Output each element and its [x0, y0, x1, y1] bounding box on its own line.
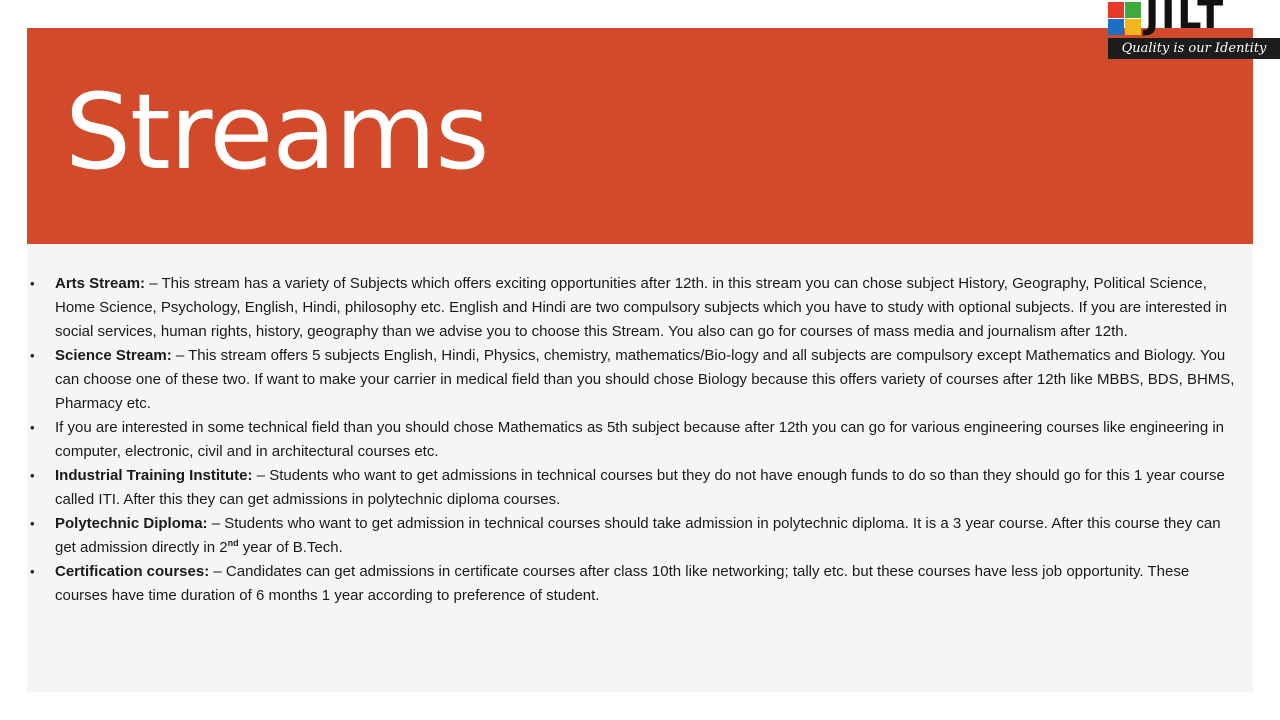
bullet-polytechnic-diploma	[28, 512, 1236, 560]
bullet-text: – Students who want to get admission in technical courses should take admission in polytechnic diploma. It is a 3 year course. After this course they can get admission directly in 2	[55, 515, 1221, 556]
bullet-dot-icon: •	[30, 348, 35, 363]
logo-square-yellow	[1125, 19, 1141, 35]
bullet-label: Industrial Training Institute:	[55, 467, 253, 484]
bullet-text: – Students who want to get admissions in technical courses but they do not have enough funds to do so than they should go for this 1 year course called ITI. After this they can get admissions in polytechnic diploma courses.	[55, 467, 1225, 508]
bullet-industrial-training	[28, 464, 1236, 512]
jilt-logo	[1108, 0, 1280, 60]
bullet-text: – Candidates can get admissions in certificate courses after class 10th like networking; tally etc. but these courses have less job opportunity. These courses have time duration of 6 months 1 year according to preference of student.	[55, 563, 1190, 604]
slide-title: Streams	[65, 71, 489, 193]
bullet-dot-icon: •	[30, 516, 35, 531]
bullet-superscript: nd	[227, 538, 239, 548]
bullet-science-stream	[28, 344, 1236, 416]
logo-wordmark: JILT	[1145, 0, 1226, 37]
logo-square-blue	[1108, 19, 1124, 35]
bullet-text: – This stream offers 5 subjects English, Hindi, Physics, chemistry, mathematics/Bio-logy and all subjects are compulsory except Mathematics and Biology. You can choose one of these two. If want to make your carrier in medical field than you should chose Biology because this offers variety of courses after 12th like MBBS, BDS, BHMS, Pharmacy etc.	[55, 347, 1235, 412]
bullet-label: Arts Stream:	[55, 275, 146, 292]
logo-squares-icon	[1108, 2, 1141, 36]
bullet-certification-courses	[28, 560, 1236, 608]
bullet-label: Certification courses:	[55, 563, 210, 580]
bullet-label: Science Stream:	[55, 347, 172, 364]
bullet-text: If you are interested in some technical field than you should chose Mathematics as 5th subject because after 12th you can go for various engineering courses like engineering in computer, electronic, civil and in architectural courses etc.	[55, 419, 1225, 460]
title-band	[27, 28, 1253, 244]
bullet-dot-icon: •	[30, 276, 35, 291]
logo-square-red	[1108, 2, 1124, 18]
bullet-dot-icon: •	[30, 468, 35, 483]
bullet-arts-stream	[28, 272, 1236, 344]
bullet-list	[28, 272, 1236, 608]
logo-square-green	[1125, 2, 1141, 18]
bullet-text-after: year of B.Tech.	[238, 539, 343, 556]
bullet-technical-field	[28, 416, 1236, 464]
bullet-dot-icon: •	[30, 564, 35, 579]
logo-tagline: Quality is our Identity	[1108, 38, 1280, 59]
bullet-label: Polytechnic Diploma:	[55, 515, 208, 532]
bullet-dot-icon: •	[30, 420, 35, 435]
bullet-text: – This stream has a variety of Subjects which offers exciting opportunities after 12th. in this stream you can chose subject History, Geography, Political Science, Home Science, Psychology, English, Hindi, philosophy etc. English and Hindi are two compulsory subjects which you have to study with optional subjects. If you are interested in social services, human rights, history, geography than we advise you to choose this Stream. You also can go for courses of mass media and journalism after 12th.	[55, 275, 1227, 340]
